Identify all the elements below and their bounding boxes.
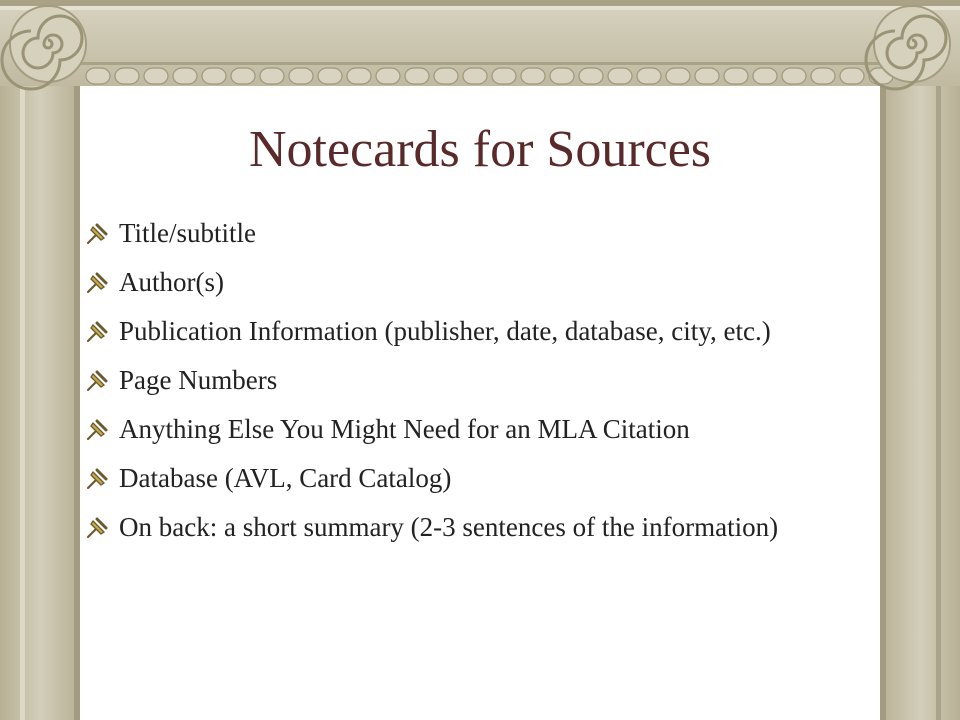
dentil xyxy=(260,68,284,84)
bullet-text: Database (AVL, Card Catalog) xyxy=(119,463,452,493)
list-item xyxy=(82,265,882,299)
dentil xyxy=(405,68,429,84)
pushpin-icon xyxy=(84,419,108,441)
pushpin-icon xyxy=(84,468,108,490)
bullet-text: Publication Information (publisher, date, database, city, etc.) xyxy=(119,316,771,346)
list-item xyxy=(82,461,882,495)
dentil xyxy=(521,68,545,84)
slide-title: Notecards for Sources xyxy=(248,121,712,178)
dentil xyxy=(869,68,893,84)
dentil xyxy=(840,68,864,84)
dentil xyxy=(753,68,777,84)
dentil xyxy=(463,68,487,84)
bullet-text: Anything Else You Might Need for an MLA Citation xyxy=(119,414,690,444)
pushpin-icon xyxy=(84,370,108,392)
dentil xyxy=(724,68,748,84)
pushpin-icon xyxy=(84,272,108,294)
dentil xyxy=(115,68,139,84)
bullet-list xyxy=(82,216,882,559)
dentil xyxy=(144,68,168,84)
dentil xyxy=(637,68,661,84)
list-item xyxy=(82,510,882,544)
dentil xyxy=(173,68,197,84)
pushpin-icon xyxy=(84,321,108,343)
dentil xyxy=(376,68,400,84)
dentil xyxy=(289,68,313,84)
dentil xyxy=(231,68,255,84)
pushpin-icon xyxy=(84,517,108,539)
dentil xyxy=(550,68,574,84)
dentil xyxy=(579,68,603,84)
dentil xyxy=(318,68,342,84)
list-item xyxy=(82,363,882,397)
bullet-text: Author(s) xyxy=(119,267,224,297)
dentil xyxy=(202,68,226,84)
list-item xyxy=(82,412,882,446)
list-item xyxy=(82,216,882,250)
bullet-text: On back: a short summary (2-3 sentences of the information) xyxy=(119,512,779,542)
dentil xyxy=(434,68,458,84)
dentil xyxy=(608,68,632,84)
dentil xyxy=(666,68,690,84)
dentil xyxy=(492,68,516,84)
dentil xyxy=(347,68,371,84)
dentil xyxy=(782,68,806,84)
list-item xyxy=(82,314,882,348)
pushpin-icon xyxy=(84,223,108,245)
bullet-text: Page Numbers xyxy=(119,365,278,395)
dentil xyxy=(86,68,110,84)
dentil xyxy=(811,68,835,84)
dentil xyxy=(695,68,719,84)
bullet-text: Title/subtitle xyxy=(119,218,257,248)
